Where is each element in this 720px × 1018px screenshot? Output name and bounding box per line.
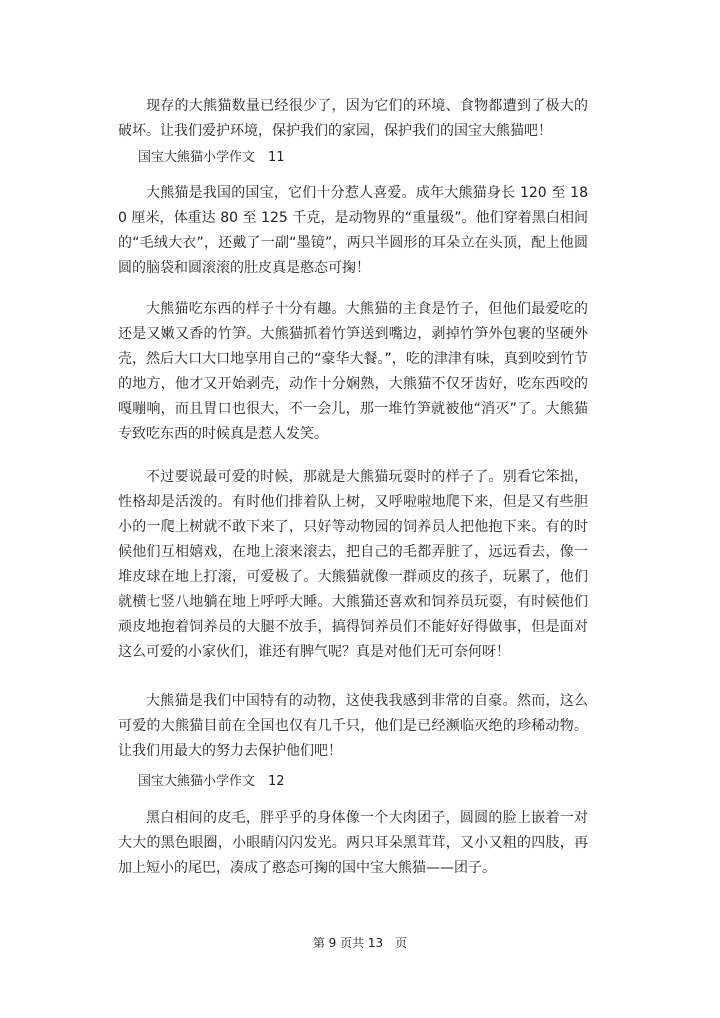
paragraph-text: 现存的大熊猫数量已经很少了，因为它们的环境、食物都遭到了极大的破坏。让我们爱护环境，保护我们的家园，保护我们的国宝大熊猫吧！	[118, 98, 588, 139]
essay-title: 国宝大熊猫小学作文 12	[138, 774, 285, 789]
paragraph-text: 黑白相间的皮毛，胖乎乎的身体像一个大肉团子，圆圆的脸上嵌着一对大大的黑色眼圈，小眼睛闪闪发光。两只耳朵黑茸茸，又小又粗的四肢，再加上短小的尾巴，凑成了憨态可掬的国中宝大熊猫——团子。	[118, 810, 588, 876]
paragraph-text: 大熊猫是我国的国宝，它们十分惹人喜爱。成年大熊猫身长 120 至 180 厘米，体重达 80 至 125 千克，是动物界的“重量级”。他们穿着黑白相间的“毛绒大衣”，还戴了一副“墨镜”，两只半圆形的耳朵立在头顶，配上他圆圆的脑袋和圆滚滚的肚皮真是憨态可掬！	[118, 185, 588, 276]
paragraph-pride	[118, 689, 588, 764]
essay-heading-12	[118, 772, 588, 792]
essay-heading-11	[118, 148, 588, 168]
paragraph-text: 大熊猫是我们中国特有的动物，这使我我感到非常的自豪。然而，这么可爱的大熊猫目前在全国也仅有几千只，他们是已经濒临灭绝的珍稀动物。让我们用最大的努力去保护他们吧！	[118, 693, 588, 759]
paragraph-appearance	[118, 181, 588, 281]
paragraph-tuanzi	[118, 806, 588, 881]
paragraph-eating	[118, 297, 588, 447]
paragraph-text: 大熊猫吃东西的样子十分有趣。大熊猫的主食是竹子，但他们最爱吃的还是又嫩又香的竹笋。大熊猫抓着竹笋送到嘴边，剥掉竹笋外包裹的坚硬外壳，然后大口大口地享用自己的“豪华大餐。”，吃的津津有味，真到咬到竹节的地方，他才又开始剥壳，动作十分娴熟，大熊猫不仅牙齿好，吃东西咬的嘎嘣响，而且胃口也很大，不一会儿，那一堆竹笋就被他“消灭”了。大熊猫专致吃东西的时候真是惹人发笑。	[118, 301, 588, 442]
page-number-footer: 第 9 页共 13 页	[312, 936, 408, 950]
paragraph-text: 不过要说最可爱的时候，那就是大熊猫玩耍时的样子了。别看它笨拙，性格却是活泼的。有时他们排着队上树，又呼啦啦地爬下来，但是又有些胆小的一爬上树就不敢下来了，只好等动物园的饲养员人把他抱下来。有的时候他们互相嬉戏，在地上滚来滚去，把自己的毛都弄脏了，远远看去，像一堆皮球在地上打滚，可爱极了。大熊猫就像一群顽皮的孩子，玩累了，他们就横七竖八地躺在地上呼呼大睡。大熊猫还喜欢和饲养员玩耍，有时候他们顽皮地抱着饲养员的大腿不放手，搞得饲养员们不能好好得做事，但是面对这么可爱的小家伙们，谁还有脾气呢？真是对他们无可奈何呀！	[118, 469, 588, 660]
paragraph-playing	[118, 465, 588, 665]
essay-title: 国宝大熊猫小学作文 11	[138, 150, 285, 165]
paragraph-conservation	[118, 94, 588, 144]
